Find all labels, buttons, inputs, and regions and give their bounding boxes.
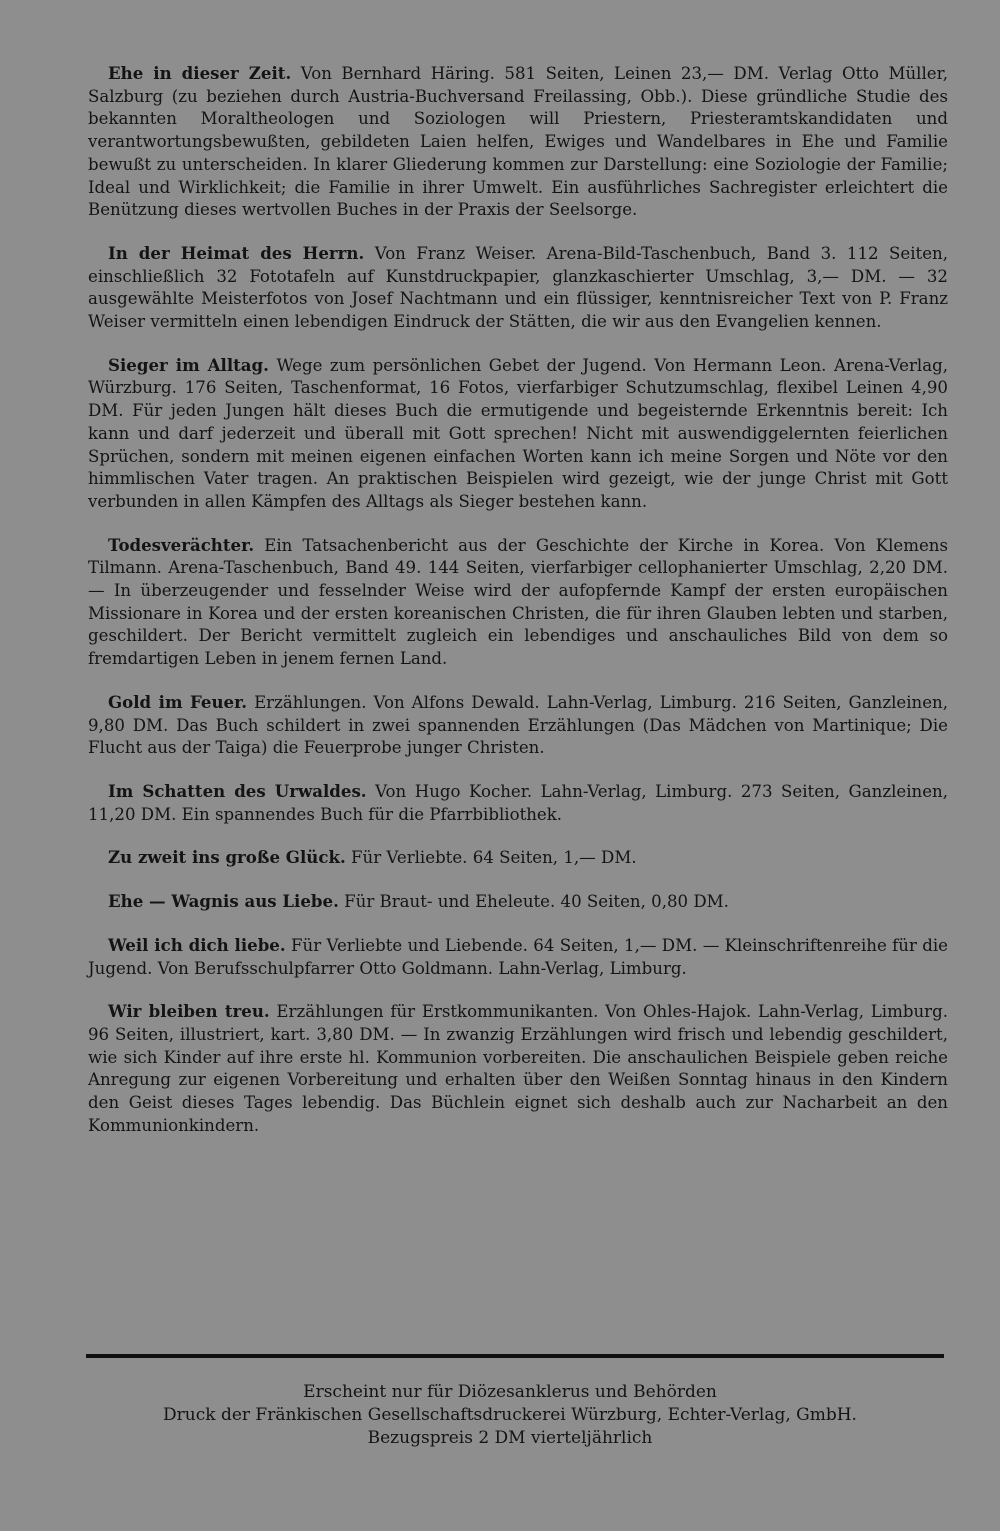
footer-divider bbox=[86, 1354, 944, 1358]
book-review-list bbox=[88, 62, 948, 1137]
book-title: Weil ich dich liebe. bbox=[108, 934, 286, 955]
imprint-footer bbox=[60, 1381, 960, 1450]
book-entry bbox=[88, 890, 948, 914]
book-description: Für Verliebte und Liebende. 64 Seiten, 1,— DM. — Kleinschriftenreihe für die Jugend. Von Berufsschulpfarrer Otto Goldmann. Lahn-Verlag, Limburg. bbox=[88, 935, 948, 978]
book-title: Zu zweit ins große Glück. bbox=[108, 847, 346, 868]
book-description: Von Hugo Kocher. Lahn-Verlag, Limburg. 273 Seiten, Ganzleinen, 11,20 DM. Ein spannendes Buch für die Pfarrbibliothek. bbox=[88, 781, 948, 824]
book-description: Erzählungen. Von Alfons Dewald. Lahn-Verlag, Limburg. 216 Seiten, Ganzleinen, 9,80 DM. Das Buch schildert in zwei spannenden Erzählungen (Das Mädchen von Martinique; Die Flucht aus der Taiga) die Feuerprobe junger Christen. bbox=[88, 692, 949, 758]
book-description: Ein Tatsachenbericht aus der Geschichte der Kirche in Korea. Von Klemens Tilmann. Arena-Taschenbuch, Band 49. 144 Seiten, vierfarbiger cellophanierter Umschlag, 2,20 DM. — In überzeugender und fesselnder Weise wird der aufopfernde Kampf der ersten europäischen Missionare in Korea und der ersten koreanischen Christen, die für ihren Glauben lebten und starben, geschildert. Der Bericht vermittelt zugleich ein lebendiges und anschauliches Bild von dem so fremdartigen Leben in jenem fernen Land. bbox=[88, 535, 948, 669]
book-entry bbox=[88, 846, 948, 870]
book-title: Im Schatten des Urwaldes. bbox=[108, 780, 367, 801]
subscription-price: Bezugspreis 2 DM vierteljährlich bbox=[367, 1428, 653, 1448]
book-title: Ehe — Wagnis aus Liebe. bbox=[108, 891, 339, 912]
book-title: Sieger im Alltag. bbox=[108, 354, 269, 375]
book-entry bbox=[88, 1000, 948, 1137]
book-entry bbox=[88, 62, 948, 222]
book-description: Erzählungen für Erstkommunikanten. Von Ohles-Hajok. Lahn-Verlag, Limburg. 96 Seiten, illustriert, kart. 3,80 DM. — In zwanzig Erzählungen wird frisch und lebendig geschildert, wie sich Kinder auf ihre erste hl. Kommunion vorbereiten. Die anschaulichen Beispiele geben reiche Anregung zur eigenen Vorbereitung und erhalten über den Weißen Sonntag hinaus in den Kindern den Geist dieses Tages lebendig. Das Büchlein eignet sich deshalb auch zur Nacharbeit an den Kommunionkindern. bbox=[88, 1002, 948, 1135]
book-entry bbox=[88, 691, 948, 760]
book-description: Für Braut- und Eheleute. 40 Seiten, 0,80 DM. bbox=[338, 892, 729, 912]
book-title: In der Heimat des Herrn. bbox=[108, 242, 365, 263]
book-description: Für Verliebte. 64 Seiten, 1,— DM. bbox=[345, 848, 637, 868]
distribution-note: Erscheint nur für Diözesanklerus und Behörden bbox=[303, 1382, 717, 1402]
book-entry bbox=[88, 780, 948, 826]
book-description: Wege zum persönlichen Gebet der Jugend. Von Hermann Leon. Arena-Verlag, Würzburg. 176 Seiten, Taschenformat, 16 Fotos, vierfarbiger Schutzumschlag, flexibel Leinen 4,90 DM. Für jeden Jungen hält dieses Buch die ermutigende und begeisternde Erkenntnis bereit: Ich kann und darf jederzeit und überall mit Gott sprechen! Nicht mit auswendiggelernten feierlichen Sprüchen, sondern mit meinen eigenen einfachen Worten kann ich meine Sorgen und Nöte vor den himmlischen Vater tragen. An praktischen Beispielen wird gezeigt, wie der junge Christ mit Gott verbunden in allen Kämpfen des Alltags als Sieger bestehen kann. bbox=[88, 355, 948, 511]
book-description: Von Bernhard Häring. 581 Seiten, Leinen 23,— DM. Verlag Otto Müller, Salzburg (zu beziehen durch Austria-Buchversand Freilassing, Obb.). Diese gründliche Studie des bekannten Moraltheologen und Soziologen will Priestern, Priesteramtskandidaten und verantwortungsbewußten, gebildeten Laien helfen, Ewiges und Wandelbares in Ehe und Familie bewußt zu unterscheiden. In klarer Gliederung kommen zur Darstellung: eine Soziologie der Familie; Ideal und Wirklichkeit; die Familie in ihrer Umwelt. Ein ausführliches Sachregister erleichtert die Benützung dieses wertvollen Buches in der Praxis der Seelsorge. bbox=[88, 64, 948, 220]
book-description: Von Franz Weiser. Arena-Bild-Taschenbuch, Band 3. 112 Seiten, einschließlich 32 Fototafeln auf Kunstdruckpapier, glanzkaschierter Umschlag, 3,— DM. — 32 ausgewählte Meisterfotos von Josef Nachtmann und ein flüssiger, kenntnisreicher Text von P. Franz Weiser vermitteln einen lebendigen Eindruck der Stätten, die wir aus den Evangelien kennen. bbox=[88, 243, 949, 332]
book-entry bbox=[88, 934, 948, 980]
book-entry bbox=[88, 242, 948, 334]
printer-note: Druck der Fränkischen Gesellschaftsdruckerei Würzburg, Echter-Verlag, GmbH. bbox=[163, 1405, 857, 1425]
book-title: Gold im Feuer. bbox=[108, 691, 248, 712]
book-title: Wir bleiben treu. bbox=[108, 1001, 270, 1022]
book-title: Todesverächter. bbox=[108, 534, 255, 555]
book-entry bbox=[88, 534, 948, 671]
book-entry bbox=[88, 354, 948, 514]
book-title: Ehe in dieser Zeit. bbox=[108, 63, 292, 83]
